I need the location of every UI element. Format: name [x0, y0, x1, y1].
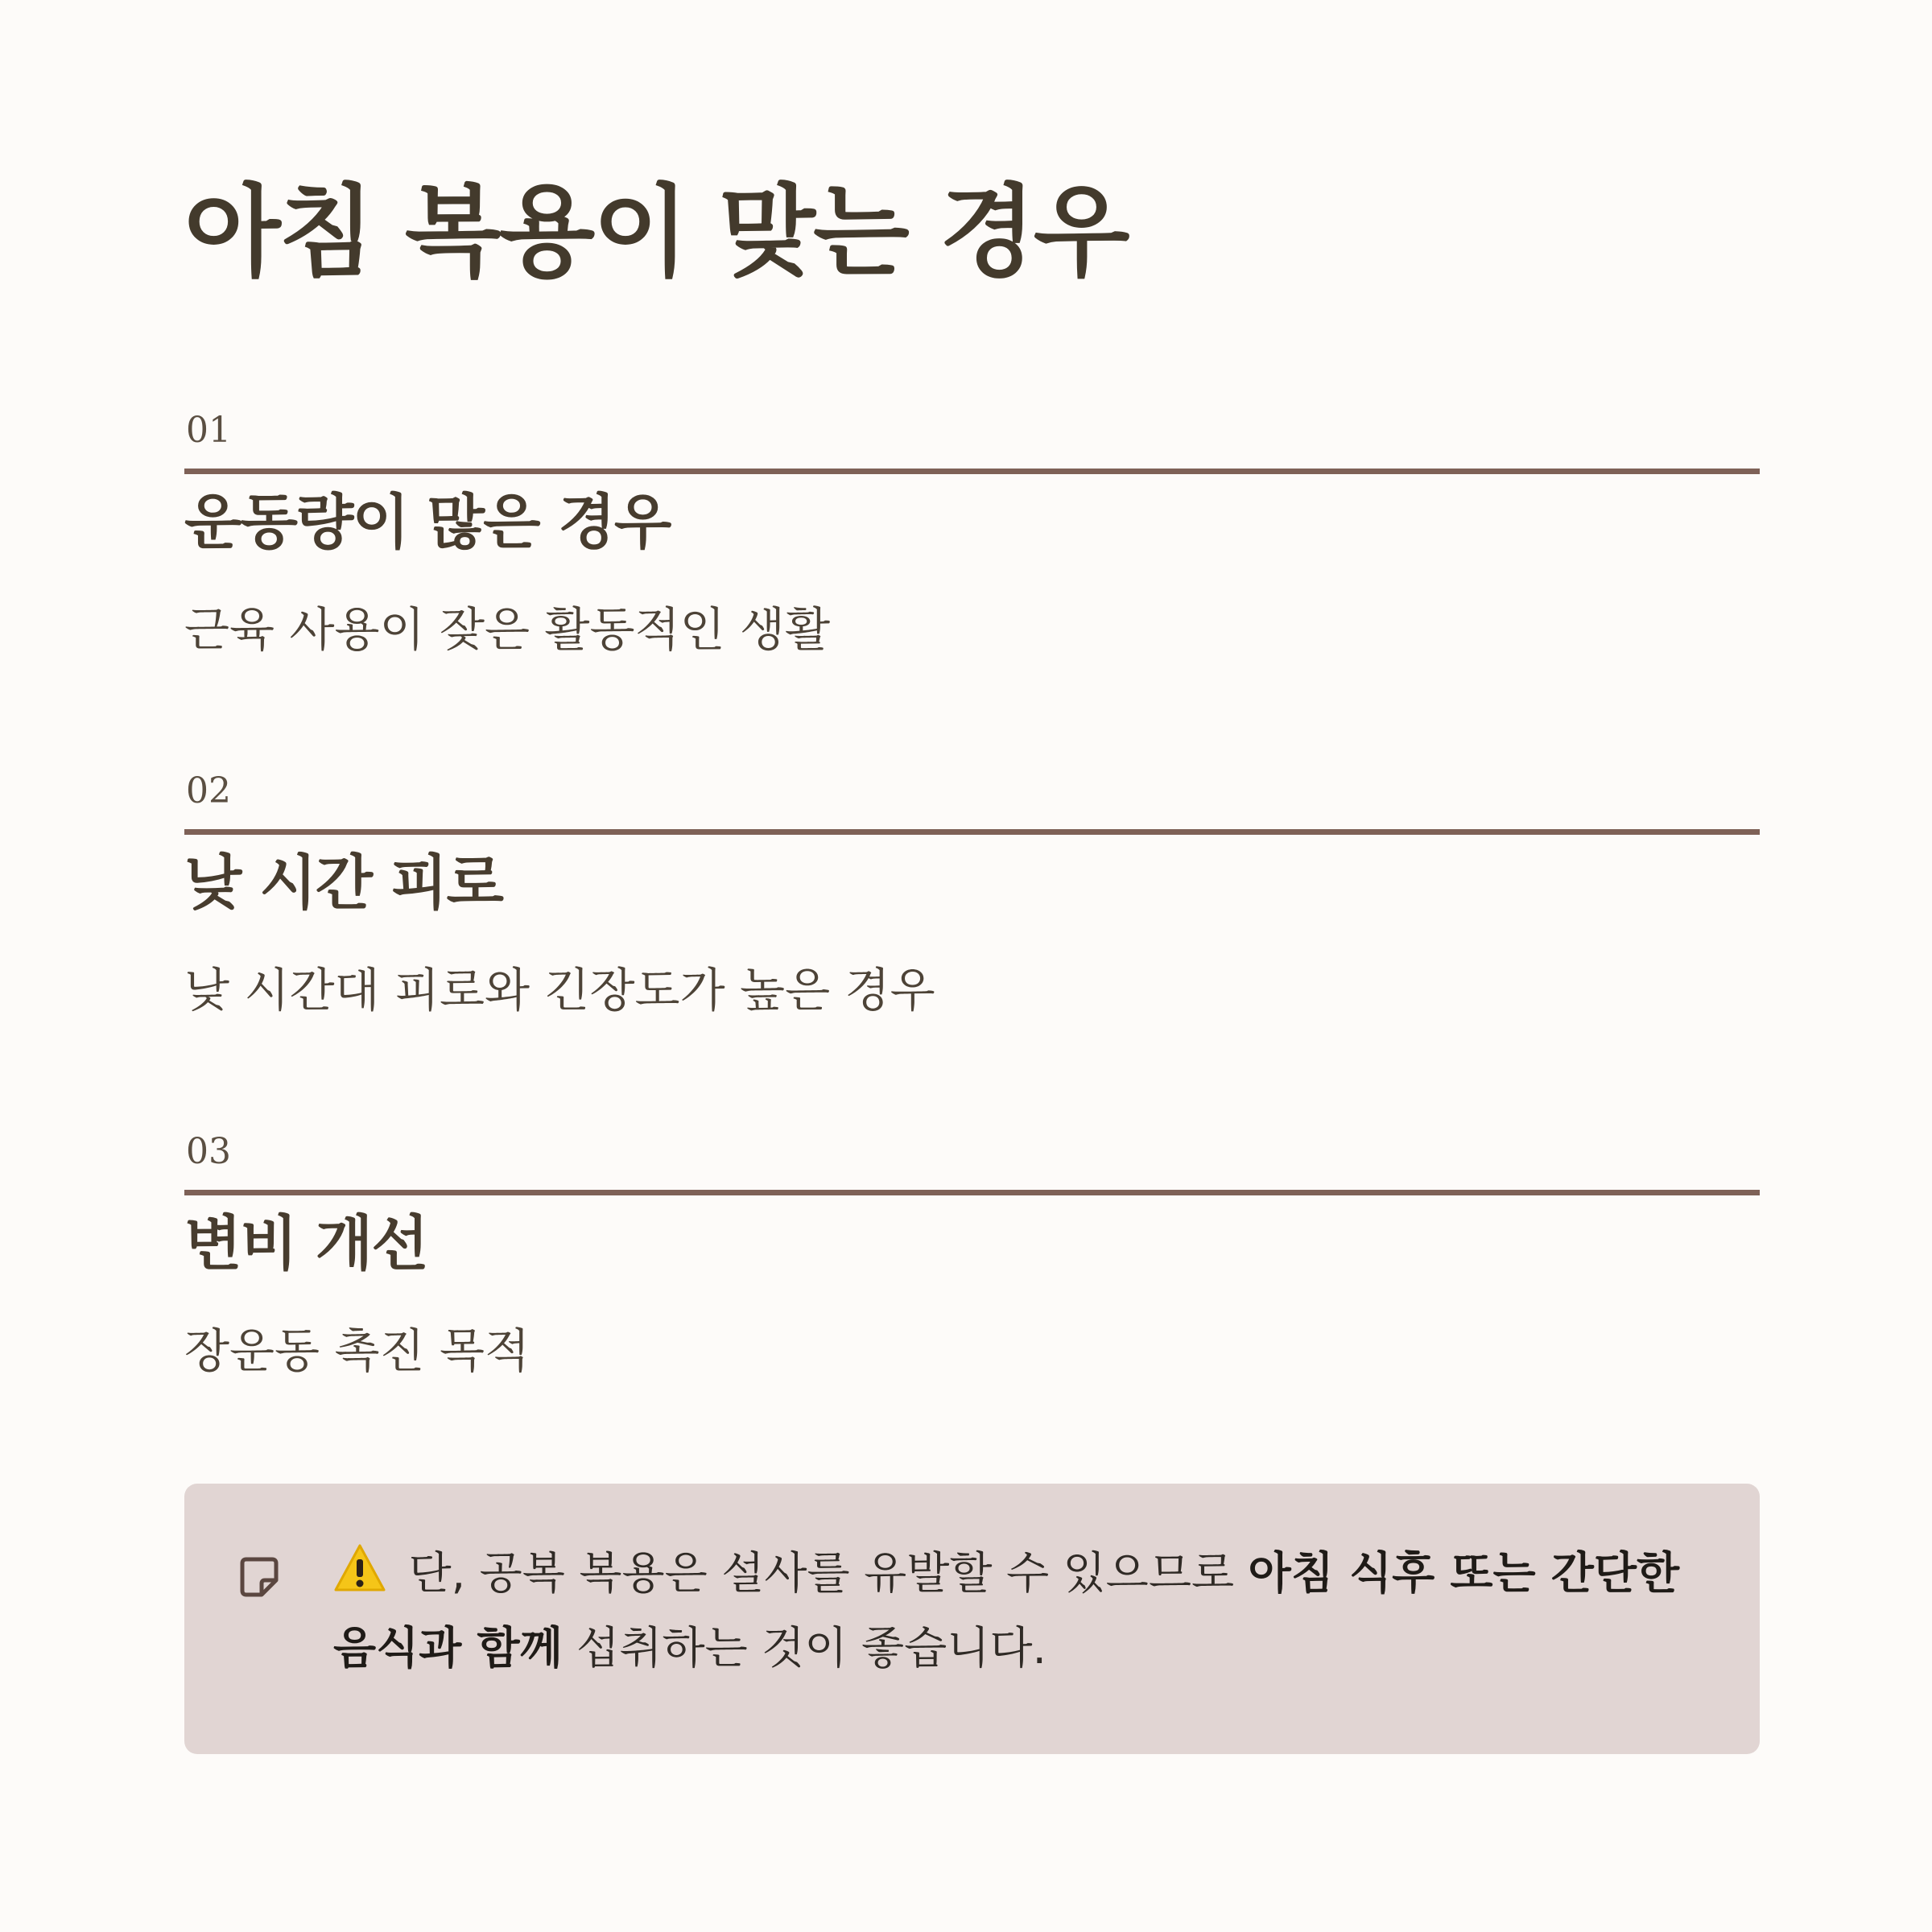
callout-text — [333, 1536, 1718, 1686]
note-icon — [239, 1556, 279, 1598]
list-item — [184, 767, 1760, 1057]
callout-box — [184, 1484, 1760, 1754]
divider — [184, 469, 1760, 474]
item-description: 낮 시간대 피로와 긴장도가 높은 경우 — [184, 963, 935, 1018]
divider — [184, 829, 1760, 835]
page-title: 아침 복용이 맞는 경우 — [184, 175, 1128, 291]
divider — [184, 1190, 1760, 1195]
callout-text-tail: 섭취하는 것이 좋습니다. — [562, 1622, 1047, 1674]
item-description: 장운동 촉진 목적 — [184, 1323, 530, 1378]
item-number: 03 — [186, 1131, 231, 1172]
item-description: 근육 사용이 잦은 활동적인 생활 — [184, 602, 831, 657]
item-heading: 낮 시간 피로 — [184, 848, 502, 918]
callout-text-lead: 단, 공복 복용은 설사를 유발할 수 있으므로 — [394, 1547, 1249, 1599]
item-number: 01 — [186, 410, 231, 451]
page — [184, 0, 1760, 1932]
list-item — [184, 407, 1760, 696]
item-heading: 운동량이 많은 경우 — [184, 488, 671, 557]
list-item — [184, 1128, 1760, 1418]
item-number: 02 — [186, 770, 231, 811]
callout-text-emphasis: 아침 식후 또는 간단한 음식과 함께 — [333, 1547, 1680, 1674]
item-heading: 변비 개선 — [184, 1209, 427, 1278]
warning-icon — [333, 1541, 386, 1591]
